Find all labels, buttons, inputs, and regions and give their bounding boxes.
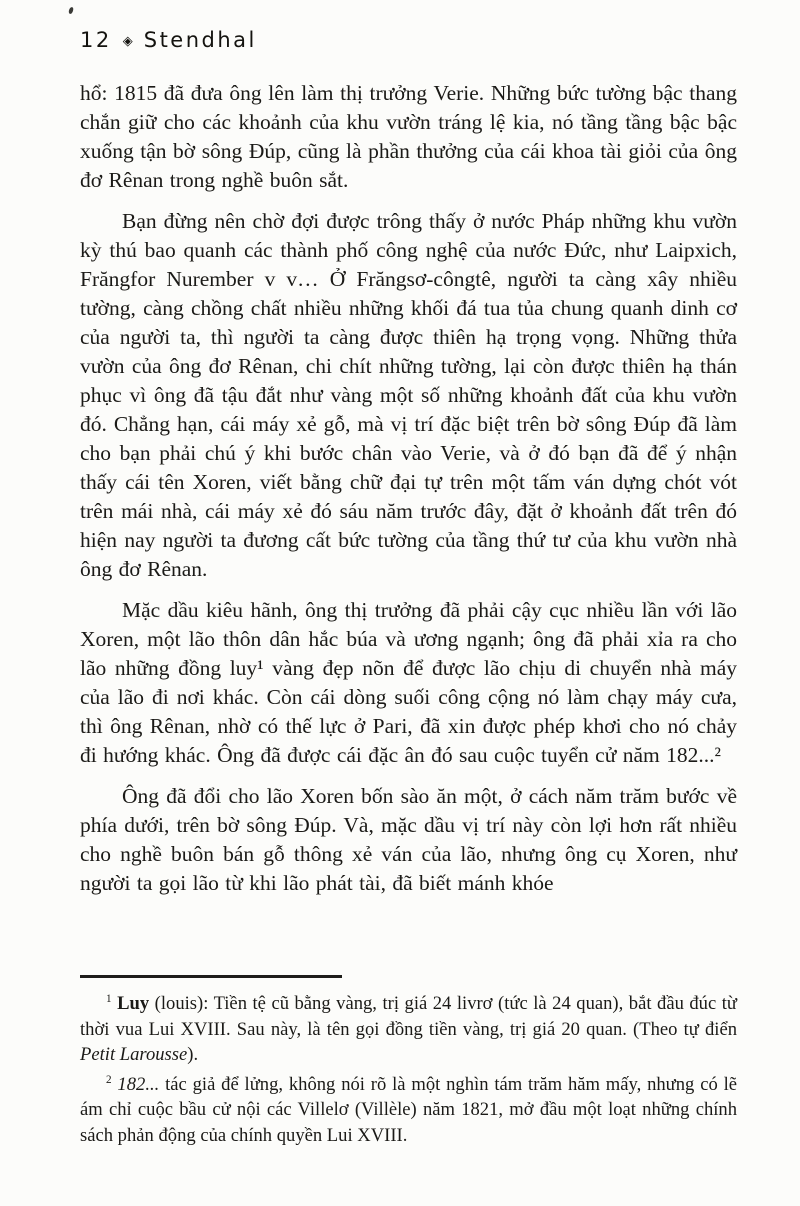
footnote-1-term: Luy — [117, 993, 150, 1014]
footnote-2 — [80, 1072, 737, 1149]
paragraph-1: hổ: 1815 đã đưa ông lên làm thị trưởng Verie. Những bức tường bậc thang chắn giữ cho các khoảnh của khu vườn tráng lệ kia, nó tầng tầng bậc bậc xuống tận bờ sông Đúp, cũng là phần thưởng của cái khoa tài giỏi của ông đơ Rênan trong nghề buôn sắt. — [80, 81, 737, 192]
footnote-1 — [80, 991, 737, 1068]
footnote-2-text: tác giả để lửng, không nói rõ là một nghìn tám trăm hăm mấy, nhưng có lẽ ám chỉ cuộc bầu cử nội các Villelơ (Villèle) năm 1821, mở đầu một loạt những chính sách phản động của chính quyền Lui XVIII. — [80, 1073, 737, 1146]
running-head-author: Stendhal — [143, 28, 257, 52]
footnote-2-marker: 2 — [106, 1073, 112, 1086]
footnote-2-term: 182... — [117, 1073, 160, 1095]
footnote-separator-rule — [80, 975, 342, 978]
page-header — [80, 28, 737, 52]
footnote-1-tail: ). — [187, 1044, 199, 1065]
footnote-1-text: (louis): Tiền tệ cũ bằng vàng, trị giá 24 livrơ (tức là 24 quan), bắt đầu đúc từ thời vua Lui XVIII. Sau này, là tên gọi đồng tiền vàng, trị giá 20 quan. (Theo tự điển — [80, 993, 737, 1040]
footnote-1-book-title: Petit Larousse — [80, 1044, 188, 1065]
diamond-separator-icon: ◈ — [122, 33, 133, 49]
paragraph-2: Bạn đừng nên chờ đợi được trông thấy ở nước Pháp những khu vườn kỳ thú bao quanh các thành phố công nghệ của nước Đức, như Laipxich, Frăngfor Nurember v v… Ở Frăngsơ-côngtê, người ta càng xây nhiều tường, càng chồng chất nhiều những khối đá tua tủa chung quanh dinh cơ của người ta, thì người ta càng được thiên hạ trọng vọng. Những thửa vườn của ông đơ Rênan, chi chít những tường, lại còn được thiên hạ thán phục vì ông đã tậu đắt như vàng một số những khoảnh đất của khu vườn đó. Chẳng hạn, cái máy xẻ gỗ, mà vị trí đặc biệt trên bờ sông Đúp đã làm cho bạn phải chú ý khi bước chân vào Verie, và ở đó bạn đã để ý nhận thấy cái tên Xoren, viết bằng chữ đại tự trên một tấm ván dựng chót vót trên mái nhà, cái máy xẻ đó sáu năm trước đây, đặt ở khoảnh đất trên đó hiện nay người ta đương cất bức tường của tầng thứ tư của khu vườn nhà ông đơ Rênan. — [80, 209, 737, 581]
footnotes-section — [80, 975, 737, 1152]
paragraph-4: Ông đã đổi cho lão Xoren bốn sào ăn một, ở cách năm trăm bước về phía dưới, trên bờ sông Đúp. Và, mặc dầu vị trí này còn lợi hơn rất nhiều cho nghề buôn bán gỗ thông xẻ ván của lão, nhưng ông cụ Xoren, như người ta gọi lão từ khi lão phát tài, đã biết mánh khóe — [80, 784, 737, 895]
scan-artifact-dot — [68, 7, 74, 15]
paragraph-3: Mặc dầu kiêu hãnh, ông thị trưởng đã phải cậy cục nhiều lần với lão Xoren, một lão thôn dân hắc búa và ương ngạnh; ông đã phải xỉa ra cho lão những đồng luy¹ vàng đẹp nõn để được lão chịu di chuyển nhà máy của lão đi nơi khác. Còn cái dòng suối công cộng nó làm chạy máy cưa, thì ông Rênan, nhờ có thế lực ở Pari, đã xin được phép khơi cho nó chảy đi hướng khác. Ông đã được cái đặc ân đó sau cuộc tuyển cử năm 182...² — [80, 598, 737, 767]
page-body — [80, 79, 737, 910]
footnote-1-marker: 1 — [106, 992, 112, 1005]
page-number: 12 — [80, 28, 112, 52]
